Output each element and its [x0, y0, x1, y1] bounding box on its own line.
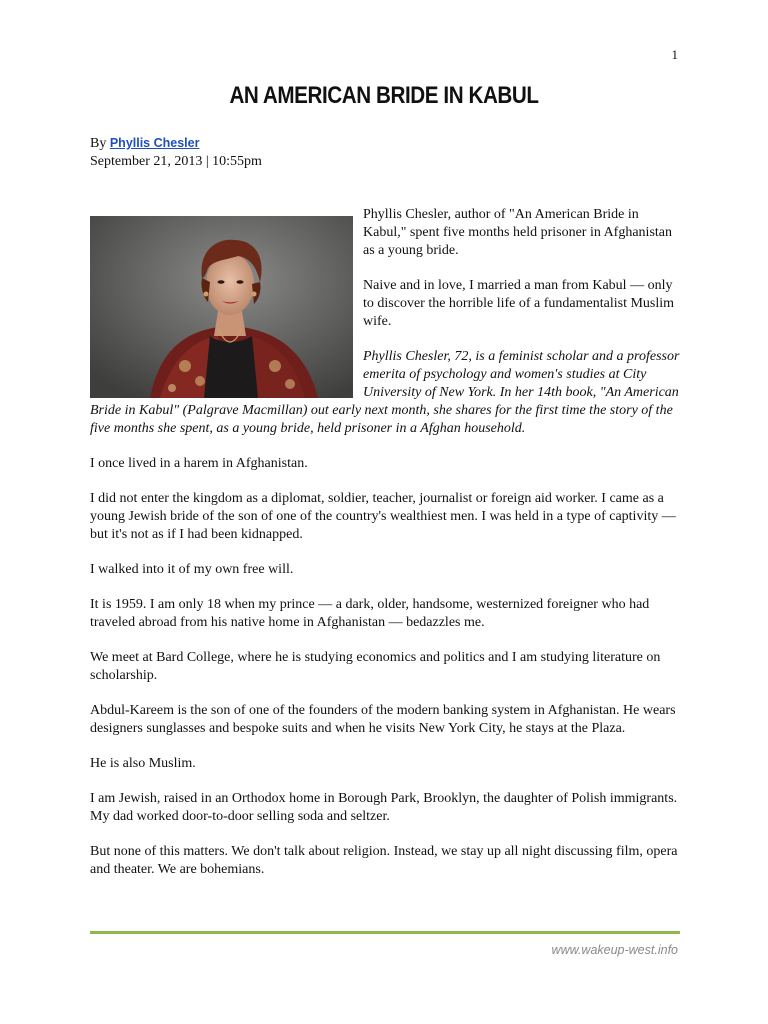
body-paragraph: He is also Muslim.	[90, 756, 196, 771]
body-paragraph: I did not enter the kingdom as a diplomat, soldier, teacher, journalist or foreign aid worker. I came as a young Jewish bride of the son of one of the country's wealthiest men. I was held in a type of captivity — but it's not as if I had been kidnapped.	[90, 491, 676, 542]
author-photo	[90, 216, 353, 398]
author-bio: Phyllis Chesler, 72, is a feminist scholar and a professor emerita of psychology and women's studies at City University of New York. In her 14th book, "An American Bride in Kabul" (Palgrave Macmillan) out early next month, she shares for the first time the story of the five months she spent, as a young bride, held prisoner in a Afghan household.	[90, 349, 680, 436]
intro-paragraph: Phyllis Chesler, author of "An American Bride in Kabul," spent five months held prisoner in Afghanistan as a young bride.	[363, 207, 672, 258]
body-paragraph: Abdul-Kareem is the son of one of the founders of the modern banking system in Afghanistan. He wears designers sunglasses and bespoke suits and when he visits New York City, he stays at the Plaza.	[90, 703, 676, 736]
footer-divider	[90, 931, 680, 934]
author-link[interactable]: Phyllis Chesler	[109, 136, 200, 150]
body-paragraph: I walked into it of my own free will.	[90, 562, 294, 577]
body-paragraph: I am Jewish, raised in an Orthodox home in Borough Park, Brooklyn, the daughter of Polish immigrants. My dad worked door-to-door selling soda and seltzer.	[90, 791, 678, 824]
footer-website: www.wakeup-west.info	[551, 943, 678, 957]
byline	[90, 134, 262, 171]
body-paragraph: It is 1959. I am only 18 when my prince — a dark, older, handsome, westernized foreigner who had traveled abroad from his native home in Afghanistan — bedazzles me.	[90, 597, 650, 630]
page-number: 1	[671, 47, 678, 62]
article-body	[90, 206, 680, 896]
byline-prefix: By	[90, 136, 110, 151]
body-paragraph: I once lived in a harem in Afghanistan.	[90, 456, 308, 471]
publish-date: September 21, 2013 | 10:55pm	[90, 154, 262, 169]
body-paragraph: But none of this matters. We don't talk about religion. Instead, we stay up all night discussing film, opera and theater. We are bohemians.	[90, 844, 678, 877]
body-paragraph: We meet at Bard College, where he is studying economics and politics and I am studying literature on scholarship.	[90, 650, 661, 683]
intro-paragraph-2: Naive and in love, I married a man from Kabul — only to discover the horrible life of a fundamentalist Muslim wife.	[363, 278, 675, 329]
article-title: AN AMERICAN BRIDE IN KABUL	[229, 82, 539, 109]
byline-author-line	[90, 134, 262, 153]
